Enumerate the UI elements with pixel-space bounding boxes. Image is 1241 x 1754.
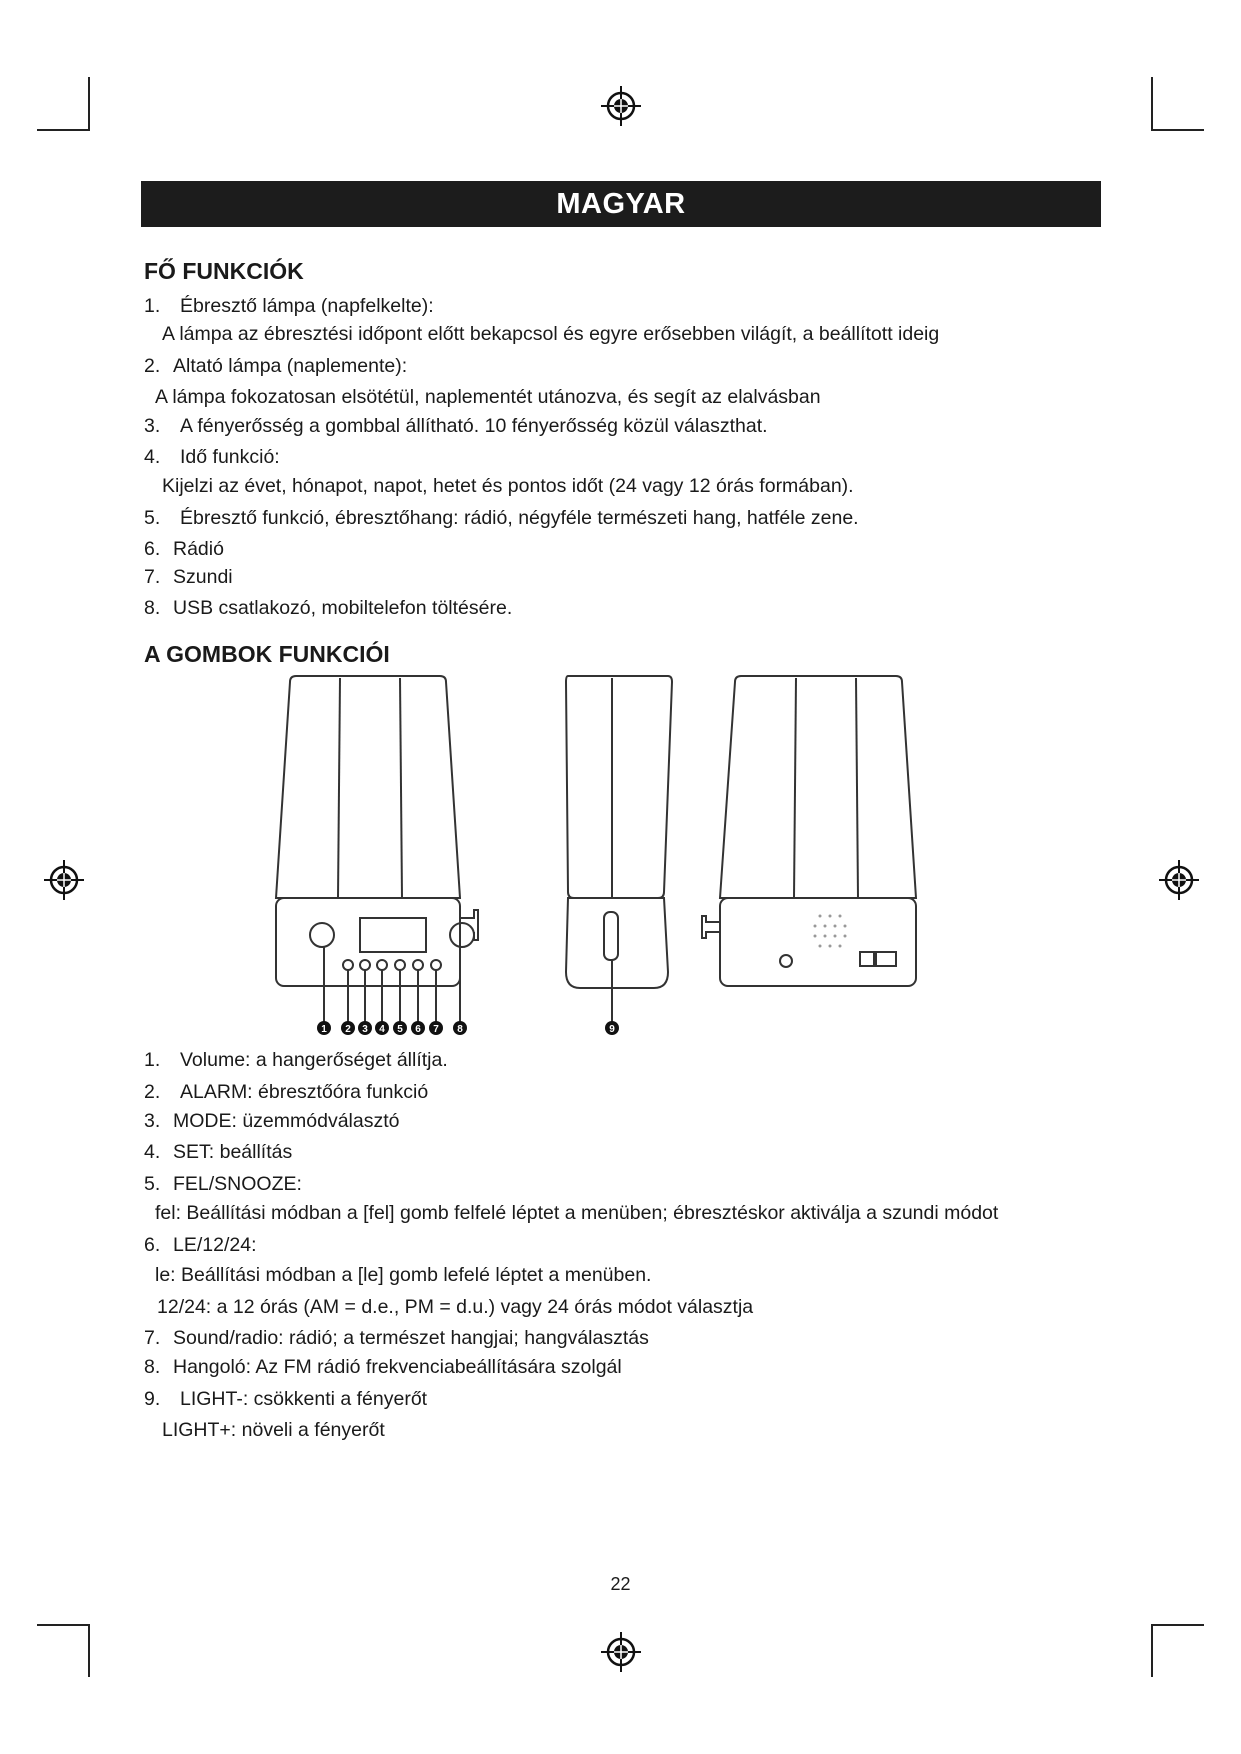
callout-5: 5 bbox=[397, 1024, 403, 1035]
list-item-detail: LIGHT+: növeli a fényerőt bbox=[162, 1419, 385, 1441]
list-text: Ébresztő lámpa (napfelkelte): bbox=[180, 295, 434, 317]
callout-7: 7 bbox=[433, 1024, 439, 1035]
callout-4: 4 bbox=[379, 1024, 385, 1035]
list-item bbox=[144, 538, 224, 561]
list-number: 4. bbox=[144, 1141, 161, 1163]
list-text: Idő funkció: bbox=[180, 446, 280, 468]
list-item-detail: 12/24: a 12 órás (AM = d.e., PM = d.u.) vagy 24 órás módot választja bbox=[157, 1296, 754, 1318]
list-item bbox=[144, 1388, 427, 1411]
front-view-base bbox=[276, 898, 460, 986]
page-number: 22 bbox=[610, 1574, 631, 1594]
crop-mark-bottom-right bbox=[1151, 1624, 1204, 1626]
list-number: 8. bbox=[144, 597, 161, 619]
callout-3: 3 bbox=[362, 1024, 368, 1035]
list-text: Szundi bbox=[173, 566, 233, 588]
list-number: 7. bbox=[144, 566, 161, 588]
crop-mark-top-left bbox=[88, 77, 90, 130]
list-item bbox=[144, 1081, 428, 1104]
list-item bbox=[144, 446, 280, 469]
list-item bbox=[144, 566, 233, 589]
list-item bbox=[144, 1110, 400, 1133]
list-number: 3. bbox=[144, 415, 161, 437]
list-item bbox=[144, 597, 512, 620]
list-item-detail: le: Beállítási módban a [le] gomb lefelé léptet a menüben. bbox=[155, 1264, 652, 1286]
list-item bbox=[144, 1356, 622, 1379]
crop-mark-top-left bbox=[37, 129, 90, 131]
list-item bbox=[144, 1141, 292, 1164]
list-text: Ébresztő funkció, ébresztőhang: rádió, négyféle természeti hang, hatféle zene. bbox=[180, 507, 859, 529]
list-number: 7. bbox=[144, 1327, 161, 1349]
volume-knob bbox=[310, 923, 334, 947]
list-text: FEL/SNOOZE: bbox=[173, 1173, 302, 1195]
callout-1: 1 bbox=[321, 1024, 327, 1035]
list-text: LE/12/24: bbox=[173, 1234, 257, 1256]
list-item bbox=[144, 415, 768, 438]
callout-8: 8 bbox=[457, 1024, 463, 1035]
back-view-base bbox=[720, 898, 916, 986]
list-item-detail: A lámpa fokozatosan elsötétül, naplementét utánozva, és segít az elalvásban bbox=[155, 386, 821, 408]
display-screen bbox=[360, 918, 426, 952]
callout-6: 6 bbox=[415, 1024, 421, 1035]
section-heading-main-functions: FŐ FUNKCIÓK bbox=[144, 258, 304, 284]
power-jack bbox=[780, 955, 792, 967]
list-text: Volume: a hangerőséget állítja. bbox=[180, 1049, 448, 1071]
list-number: 1. bbox=[144, 295, 161, 317]
callout-9: 9 bbox=[609, 1024, 615, 1035]
list-text: A fényerősség a gombbal állítható. 10 fényerősség közül választhat. bbox=[180, 415, 768, 437]
list-number: 3. bbox=[144, 1110, 161, 1132]
back-view-lamp bbox=[720, 676, 916, 898]
list-item bbox=[144, 295, 434, 318]
tuning-knob bbox=[450, 923, 474, 947]
list-number: 6. bbox=[144, 538, 161, 560]
registration-mark-right-icon bbox=[1157, 858, 1201, 902]
crop-mark-bottom-left bbox=[37, 1624, 90, 1626]
list-item-detail: A lámpa az ébresztési időpont előtt bekapcsol és egyre erősebben világít, a beállított ideig bbox=[162, 323, 940, 345]
list-number: 4. bbox=[144, 446, 161, 468]
list-text: SET: beállítás bbox=[173, 1141, 293, 1163]
list-item bbox=[144, 1049, 448, 1072]
list-number: 6. bbox=[144, 1234, 161, 1256]
list-item bbox=[144, 1327, 649, 1350]
list-item-detail: Kijelzi az évet, hónapot, napot, hetet és pontos időt (24 vagy 12 órás formában). bbox=[162, 475, 854, 497]
callout-2: 2 bbox=[345, 1024, 351, 1035]
list-number: 2. bbox=[144, 355, 161, 377]
registration-mark-top-icon bbox=[599, 84, 643, 128]
list-text: Sound/radio: rádió; a természet hangjai; hangválasztás bbox=[173, 1327, 649, 1349]
list-text: Altató lámpa (naplemente): bbox=[173, 355, 408, 377]
registration-mark-bottom-icon bbox=[599, 1630, 643, 1674]
crop-mark-bottom-left bbox=[88, 1624, 90, 1677]
list-text: LIGHT-: csökkenti a fényerőt bbox=[180, 1388, 428, 1410]
side-view-lamp bbox=[566, 676, 672, 898]
list-text: ALARM: ébresztőóra funkció bbox=[180, 1081, 429, 1103]
list-item bbox=[144, 507, 859, 530]
crop-mark-top-right bbox=[1151, 129, 1204, 131]
section-heading-button-functions: A GOMBOK FUNKCIÓI bbox=[144, 641, 390, 667]
usb-port bbox=[860, 952, 874, 966]
list-text: Rádió bbox=[173, 538, 224, 560]
list-number: 5. bbox=[144, 507, 161, 529]
list-item-detail: fel: Beállítási módban a [fel] gomb felfelé léptet a menüben; ébresztéskor aktiválja a szundi módot bbox=[155, 1202, 999, 1224]
list-number: 8. bbox=[144, 1356, 161, 1378]
list-text: Hangoló: Az FM rádió frekvenciabeállítására szolgál bbox=[173, 1356, 622, 1378]
list-item bbox=[144, 1173, 302, 1196]
crop-mark-bottom-right bbox=[1151, 1624, 1153, 1677]
language-banner: MAGYAR bbox=[141, 181, 1101, 227]
registration-mark-left-icon bbox=[42, 858, 86, 902]
list-number: 2. bbox=[144, 1081, 161, 1103]
list-item bbox=[144, 355, 407, 378]
crop-mark-top-right bbox=[1151, 77, 1153, 130]
list-number: 1. bbox=[144, 1049, 161, 1071]
list-text: MODE: üzemmódválasztó bbox=[173, 1110, 400, 1132]
list-number: 9. bbox=[144, 1388, 161, 1410]
list-number: 5. bbox=[144, 1173, 161, 1195]
list-item bbox=[144, 1234, 256, 1257]
device-diagram bbox=[250, 672, 970, 1042]
front-view-lamp bbox=[276, 676, 460, 898]
list-text: USB csatlakozó, mobiltelefon töltésére. bbox=[173, 597, 513, 619]
